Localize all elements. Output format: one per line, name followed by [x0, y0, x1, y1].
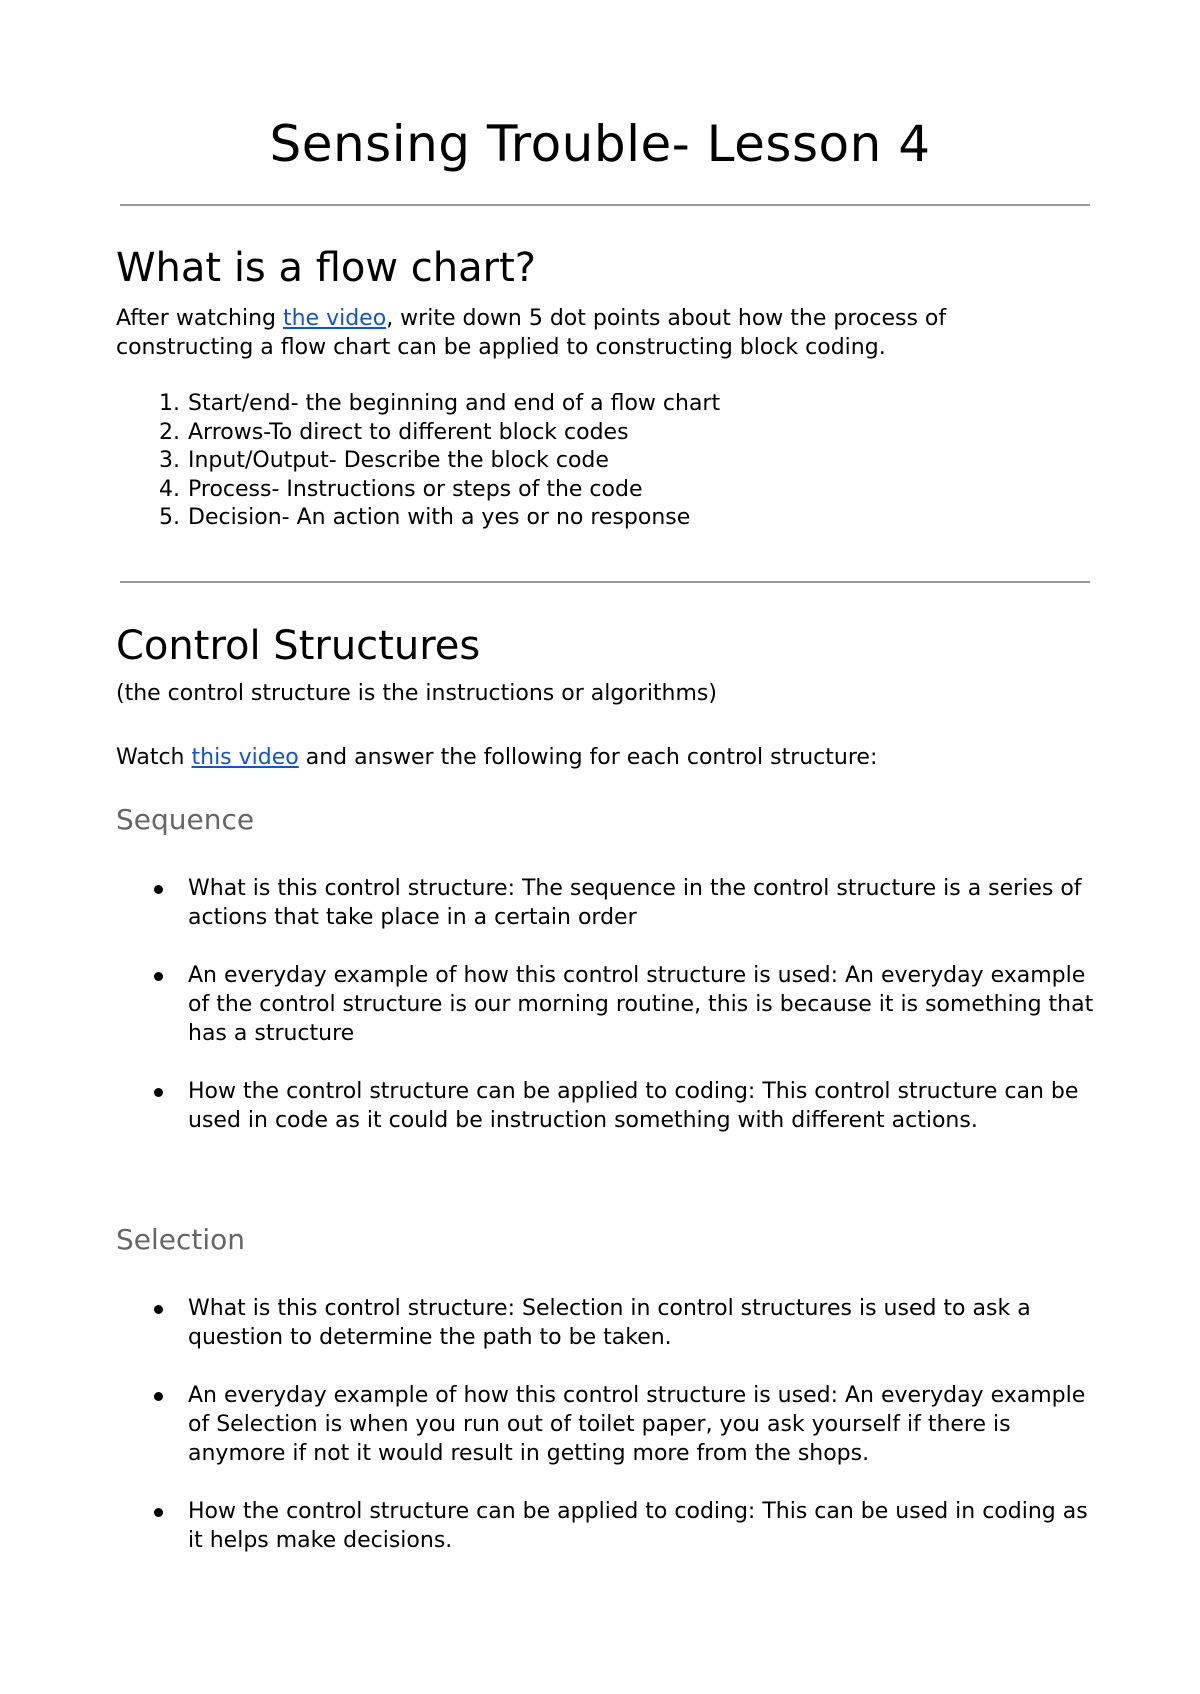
selection-list: [116, 1294, 1096, 1584]
horizontal-divider: [120, 204, 1090, 206]
list-item: [116, 961, 1096, 1048]
watch-text-after: and answer the following for each control structure:: [298, 745, 878, 770]
list-item: [116, 1077, 1096, 1135]
selection-heading: Selection: [116, 1223, 246, 1256]
bullet-icon: [154, 1392, 163, 1401]
list-item-text: Start/end- the beginning and end of a flow chart: [188, 391, 721, 416]
list-item: [116, 1381, 1096, 1468]
list-number: 5.: [159, 505, 180, 530]
list-number: 4.: [159, 476, 180, 502]
list-item: [116, 419, 720, 448]
list-item: [116, 1497, 1096, 1555]
list-item: [116, 504, 720, 533]
intro-text-before: After watching: [116, 306, 283, 331]
bullet-icon: [154, 1305, 163, 1314]
list-item-text: Process- Instructions or steps of the code: [188, 476, 643, 502]
document-title: Sensing Trouble- Lesson 4: [269, 115, 931, 173]
list-number: 3.: [159, 448, 180, 473]
flow-chart-points-list: [116, 390, 720, 533]
flow-chart-intro: [116, 304, 1076, 362]
bullet-icon: [154, 1508, 163, 1517]
bullet-icon: [154, 972, 163, 981]
bullet-icon: [154, 1088, 163, 1097]
bullet-icon: [154, 885, 163, 894]
list-item-text: Arrows-To direct to different block codes: [188, 419, 629, 445]
flow-chart-heading: What is a flow chart?: [116, 245, 537, 291]
list-item-text: Input/Output- Describe the block code: [188, 448, 609, 473]
list-number: 1.: [159, 391, 180, 416]
list-item-text: What is this control structure: Selection in control structures is used to ask a question to determine the path to be taken.: [188, 1296, 1031, 1350]
list-item: [116, 476, 720, 505]
list-item-text: How the control structure can be applied to coding: This can be used in coding as it helps make decisions.: [188, 1499, 1088, 1553]
list-item-text: Decision- An action with a yes or no response: [188, 505, 691, 530]
list-item: [116, 390, 720, 419]
list-item: [116, 1294, 1096, 1352]
list-item-text: What is this control structure: The sequence in the control structure is a series of actions that take place in a certain order: [188, 876, 1082, 930]
list-number: 2.: [159, 419, 180, 445]
sequence-heading: Sequence: [116, 803, 255, 836]
this-video-link[interactable]: this video: [191, 745, 299, 770]
intro-text-after: , write down 5 dot points about how the process of constructing a flow chart can be applied to constructing block coding.: [116, 306, 947, 360]
control-structures-heading: Control Structures: [116, 623, 481, 669]
sequence-list: [116, 874, 1096, 1164]
horizontal-divider: [120, 581, 1090, 583]
list-item-text: How the control structure can be applied to coding: This control structure can be used in code as it could be instruction something with different actions.: [188, 1079, 1079, 1133]
watch-text-before: Watch: [116, 745, 192, 770]
list-item-text: An everyday example of how this control structure is used: An everyday example of the control structure is our morning routine, this is because it is something that has a structure: [188, 963, 1094, 1046]
control-structures-note: (the control structure is the instructions or algorithms): [116, 681, 717, 706]
the-video-link[interactable]: the video: [282, 306, 387, 331]
list-item: [116, 447, 720, 476]
watch-instructions: [116, 743, 1076, 772]
list-item: [116, 874, 1096, 932]
list-item-text: An everyday example of how this control structure is used: An everyday example of Selection is when you run out of toilet paper, you ask yourself if there is anymore if not it would result in getting more from the shops.: [188, 1383, 1086, 1466]
